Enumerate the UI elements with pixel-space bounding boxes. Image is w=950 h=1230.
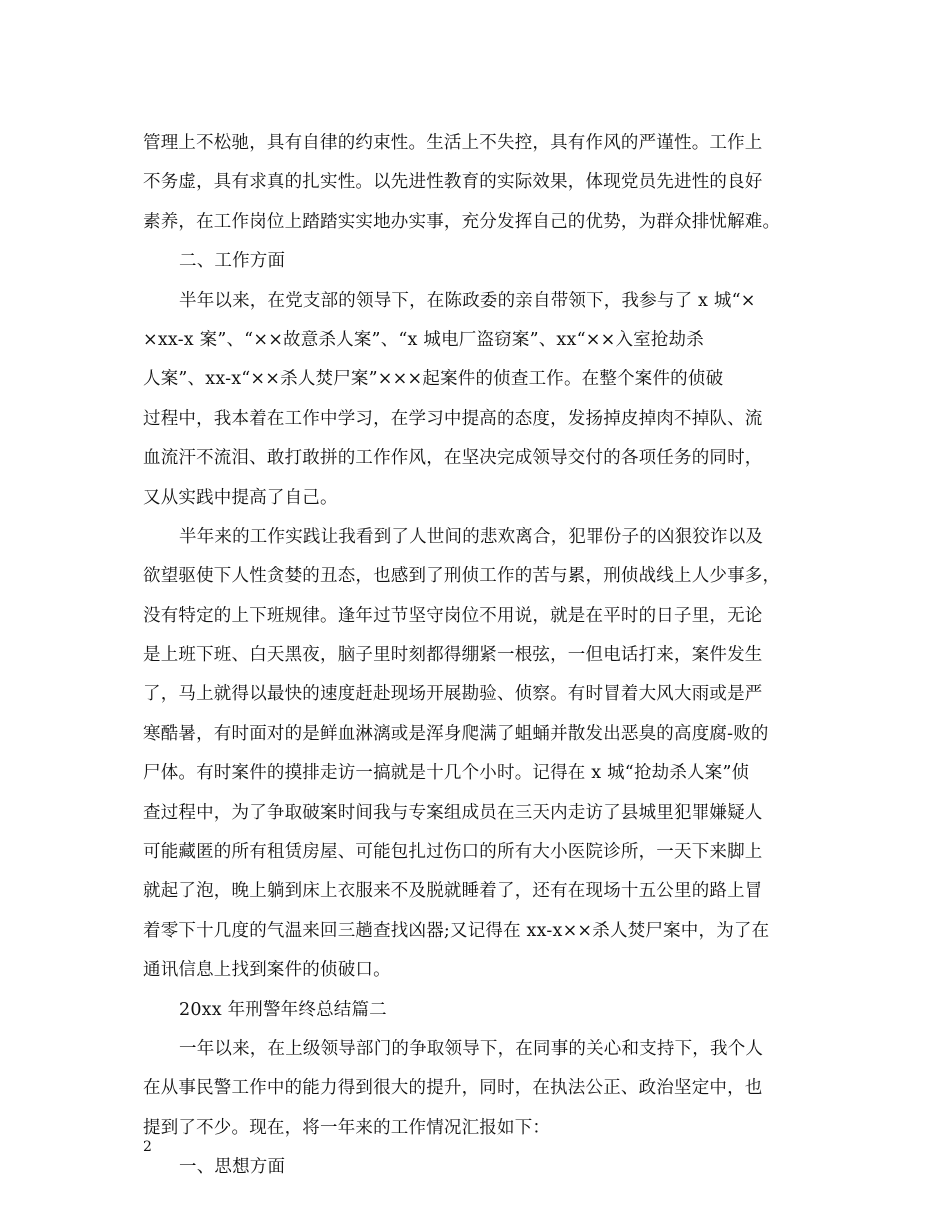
page-number: 2 [143,1139,152,1155]
text-line: 管理上不松驰，具有自律的约束性。生活上不失控，具有作风的严谨性。工作上 [143,133,763,153]
text-line: ×xx-x 案”、“××故意杀人案”、“x 城电厂盗窃案”、xx“××入室抢劫杀 [143,329,704,350]
text-line: 又从实践中提高了自己。 [143,487,338,508]
text-line: 20xx 年刑警年终总结篇二 [179,999,387,1020]
text-line: 一年以来，在上级领导部门的争取领导下，在同事的关心和支持下，我个人 [179,1038,764,1059]
document-body [143,124,813,1188]
text-line: 二、工作方面 [179,251,286,272]
text-line: 在从事民警工作中的能力得到很大的提升，同时，在执法公正、政治坚定中，也 [143,1078,763,1099]
text-line: 血流汗不流泪、敢打敢拼的工作作风，在坚决完成领导交付的各项任务的同时， [143,448,763,469]
text-line: 半年以来，在党支部的领导下，在陈政委的亲自带领下，我参与了 x 城“× [179,290,756,311]
text-line: 就起了泡，晚上躺到床上衣服来不及脱就睡着了，还有在现场十五公里的路上冒 [143,881,763,902]
text-line: 半年来的工作实践让我看到了人世间的悲欢离合，犯罪份子的凶狠狡诈以及 [179,526,764,547]
text-line: 素养，在工作岗位上踏踏实实地办实事，充分发挥自己的优势，为群众排忧解难。 [143,211,781,232]
text-line: 着零下十几度的气温来回三趟查找凶器;又记得在 xx-x××杀人焚尸案中，为了在 [143,920,770,941]
text-line: 了，马上就得以最快的速度赶赴现场开展勘验、侦察。有时冒着大风大雨或是严 [143,684,763,705]
text-line: 尸体。有时案件的摸排走访一搞就是十几个小时。记得在 x 城“抢劫杀人案”侦 [143,763,750,784]
text-line: 人案”、xx-x“××杀人焚尸案”×××起案件的侦查工作。在整个案件的侦破 [143,369,724,390]
text-line: 是上班下班、白天黑夜，脑子里时刻都得绷紧一根弦，一但电话打来，案件发生 [143,645,763,666]
text-line: 提到了不少。现在，将一年来的工作情况汇报如下： [143,1117,551,1138]
text-line: 一、思想方面 [179,1157,286,1178]
text-line: 通讯信息上找到案件的侦破口。 [143,960,391,981]
text-line: 不务虚，具有求真的扎实性。以先进性教育的实际效果，体现党员先进性的良好 [143,172,763,193]
text-line: 可能藏匿的所有租赁房屋、可能包扎过伤口的所有大小医院诊所，一天下来脚上 [143,842,763,863]
text-line: 没有特定的上下班规律。逢年过节坚守岗位不用说，就是在平时的日子里，无论 [143,605,763,626]
text-line: 查过程中，为了争取破案时间我与专案组成员在三天内走访了县城里犯罪嫌疑人 [143,802,763,823]
text-line: 欲望驱使下人性贪婪的丑态，也感到了刑侦工作的苦与累，刑侦战线上人少事多， [143,566,781,587]
text-line: 过程中，我本着在工作中学习，在学习中提高的态度，发扬掉皮掉肉不掉队、流 [143,408,763,429]
text-line: 寒酷暑，有时面对的是鲜血淋漓或是浑身爬满了蛆蛹并散发出恶臭的高度腐-败的 [143,723,769,744]
